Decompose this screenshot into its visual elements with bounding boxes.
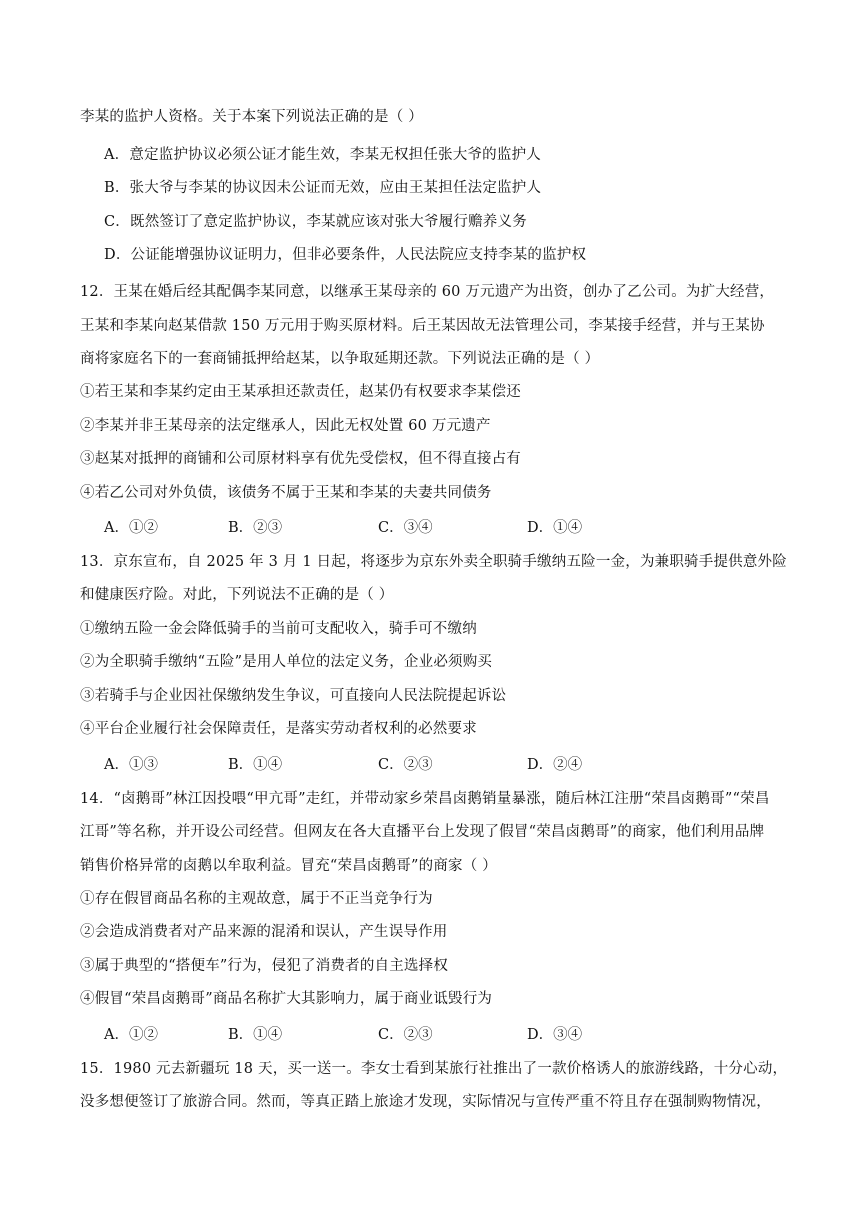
q11-option-a: A．意定监护协议必须公证才能生效，李某无权担任张大爷的监护人 xyxy=(104,147,541,163)
q14-choice-b: B．①④ xyxy=(228,1027,283,1043)
q14-stem-line-2: 江哥”等名称，并开设公司经营。但网友在各大直播平台上发现了假冒“荣昌卤鹅哥”的商家，他们利用品牌 xyxy=(80,824,765,840)
q11-stem-end: 李某的监护人资格。关于本案下列说法正确的是（ ） xyxy=(80,109,423,125)
q12-statement-4: ④若乙公司对外负债，该债务不属于王某和李某的夫妻共同债务 xyxy=(80,485,492,501)
q14-statement-1: ①存在假冒商品名称的主观故意，属于不正当竞争行为 xyxy=(80,891,433,907)
q13-statement-2: ②为全职骑手缴纳“五险”是用人单位的法定义务，企业必须购买 xyxy=(80,654,493,670)
q14-stem-line-1: 14．“卤鹅哥”林江因投喂“甲亢哥”走红，并带动家乡荣昌卤鹅销量暴涨，随后林江注册“荣昌卤鹅哥”“荣昌 xyxy=(80,791,770,807)
q12-choice-c: C．③④ xyxy=(378,520,433,536)
q12-statement-1: ①若王某和李某约定由王某承担还款责任，赵某仍有权要求李某偿还 xyxy=(80,384,521,400)
q14-choice-c: C．②③ xyxy=(378,1027,433,1043)
q12-choice-a: A．①② xyxy=(104,520,158,536)
q13-statement-4: ④平台企业履行社会保障责任，是落实劳动者权利的必然要求 xyxy=(80,721,477,737)
q14-statement-2: ②会造成消费者对产品来源的混淆和误认，产生误导作用 xyxy=(80,924,448,940)
q13-stem-line-1: 13．京东宣布，自 2025 年 3 月 1 日起，将逐步为京东外卖全职骑手缴纳五险一金，为兼职骑手提供意外险 xyxy=(80,554,787,570)
q14-choice-a: A．①② xyxy=(104,1027,158,1043)
q13-statement-3: ③若骑手与企业因社保缴纳发生争议，可直接向人民法院提起诉讼 xyxy=(80,688,507,704)
q13-statement-1: ①缴纳五险一金会降低骑手的当前可支配收入，骑手可不缴纳 xyxy=(80,621,477,637)
q14-statement-3: ③属于典型的“搭便车”行为，侵犯了消费者的自主选择权 xyxy=(80,958,449,974)
q12-stem-line-2: 王某和李某向赵某借款 150 万元用于购买原材料。后王某因故无法管理公司，李某接手经营，并与王某协 xyxy=(80,318,765,334)
q14-stem-line-3: 销售价格异常的卤鹅以牟取利益。冒充“荣昌卤鹅哥”的商家（ ） xyxy=(80,858,497,874)
q12-stem-line-1: 12．王某在婚后经其配偶李某同意，以继承王某母亲的 60 万元遗产为出资，创办了乙公司。为扩大经营， xyxy=(80,284,775,300)
q12-choice-b: B．②③ xyxy=(228,520,283,536)
q11-option-d: D．公证能增强协议证明力，但非必要条件，人民法院应支持李某的监护权 xyxy=(104,247,587,263)
q15-stem-line-1: 15．1980 元去新疆玩 18 天，买一送一。李女士看到某旅行社推出了一款价格诱人的旅游线路，十分心动， xyxy=(80,1061,788,1077)
q12-statement-3: ③赵某对抵押的商铺和公司原材料享有优先受偿权，但不得直接占有 xyxy=(80,451,521,467)
q13-choice-b: B．①④ xyxy=(228,757,283,773)
q14-statement-4: ④假冒“荣昌卤鹅哥”商品名称扩大其影响力，属于商业诋毁行为 xyxy=(80,991,493,1007)
q13-stem-line-2: 和健康医疗险。对此，下列说法不正确的是（ ） xyxy=(80,587,394,603)
q13-choice-c: C．②③ xyxy=(378,757,433,773)
q11-option-c: C．既然签订了意定监护协议，李某就应该对张大爷履行赡养义务 xyxy=(104,214,527,230)
q13-choice-a: A．①③ xyxy=(104,757,158,773)
q13-choice-d: D．②④ xyxy=(527,757,583,773)
q14-choice-d: D．③④ xyxy=(527,1027,583,1043)
q12-stem-line-3: 商将家庭名下的一套商铺抵押给赵某，以争取延期还款。下列说法正确的是（ ） xyxy=(80,351,600,367)
q11-option-b: B．张大爷与李某的协议因未公证而无效，应由王某担任法定监护人 xyxy=(104,180,542,196)
q15-stem-line-2: 没多想便签订了旅游合同。然而，等真正踏上旅途才发现，实际情况与宣传严重不符且存在强制购物情况， xyxy=(80,1094,771,1110)
q12-choice-d: D．①④ xyxy=(527,520,583,536)
q12-statement-2: ②李某并非王某母亲的法定继承人，因此无权处置 60 万元遗产 xyxy=(80,418,491,434)
